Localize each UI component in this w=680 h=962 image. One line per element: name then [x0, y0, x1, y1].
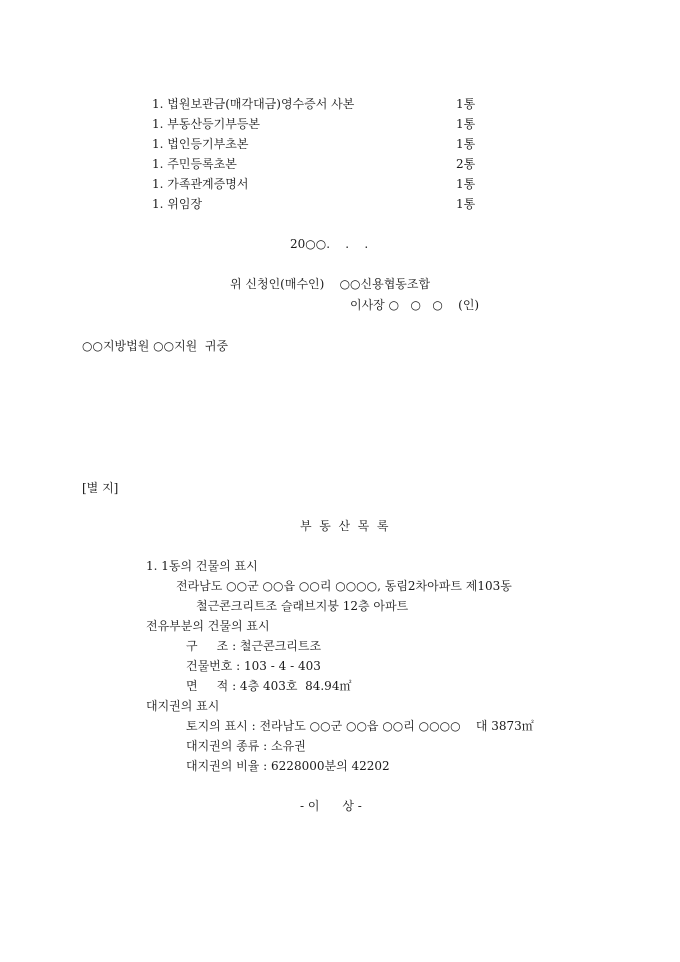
building-heading: 1. 1동의 건물의 표시 — [146, 559, 258, 573]
court-addressee: ○○지방법원 ○○지원 귀중 — [82, 339, 229, 353]
attachment-label: 1. 가족관계증명서 — [152, 177, 249, 191]
attachment-qty: 1통 — [456, 177, 476, 191]
attachment-label: 1. 부동산등기부등본 — [152, 117, 261, 131]
building-structure: 철근콘크리트조 슬래브지붕 12층 아파트 — [196, 599, 409, 613]
attachment-label: 1. 법인등기부초본 — [152, 137, 249, 151]
land-right-type: 대지권의 종류 : 소유권 — [186, 739, 306, 753]
applicant-line: 위 신청인(매수인) ○○신용협동조합 — [230, 277, 431, 291]
attachment-label: 1. 법원보관금(매각대금)영수증서 사본 — [152, 97, 355, 111]
filing-date: 20○○. . . — [290, 237, 369, 251]
attachment-qty: 1통 — [456, 197, 476, 211]
unit-area: 면 적 : 4층 403호 84.94㎡ — [186, 679, 352, 693]
attachment-qty: 1통 — [456, 97, 476, 111]
building-address: 전라남도 ○○군 ○○읍 ○○리 ○○○○, 동림2차아파트 제103동 — [176, 579, 512, 593]
end-mark: - 이 상 - — [300, 799, 362, 813]
attachment-qty: 1통 — [456, 137, 476, 151]
applicant-representative: 이사장 ○ ○ ○ (인) — [350, 298, 480, 312]
unit-heading: 전유부분의 건물의 표시 — [146, 619, 270, 633]
attachment-label: 1. 위임장 — [152, 197, 203, 211]
annex-tag: [별 지] — [82, 481, 119, 495]
annex-title: 부 동 산 목 록 — [300, 519, 389, 533]
unit-structure: 구 조 : 철근콘크리트조 — [186, 639, 322, 653]
attachment-qty: 1통 — [456, 117, 476, 131]
attachment-qty: 2통 — [456, 157, 476, 171]
land-heading: 대지권의 표시 — [146, 699, 220, 713]
attachment-label: 1. 주민등록초본 — [152, 157, 237, 171]
land-right-ratio: 대지권의 비율 : 6228000분의 42202 — [186, 759, 390, 773]
land-description: 토지의 표시 : 전라남도 ○○군 ○○읍 ○○리 ○○○○ 대 3873㎡ — [186, 719, 534, 733]
unit-number: 건물번호 : 103 - 4 - 403 — [186, 659, 321, 673]
